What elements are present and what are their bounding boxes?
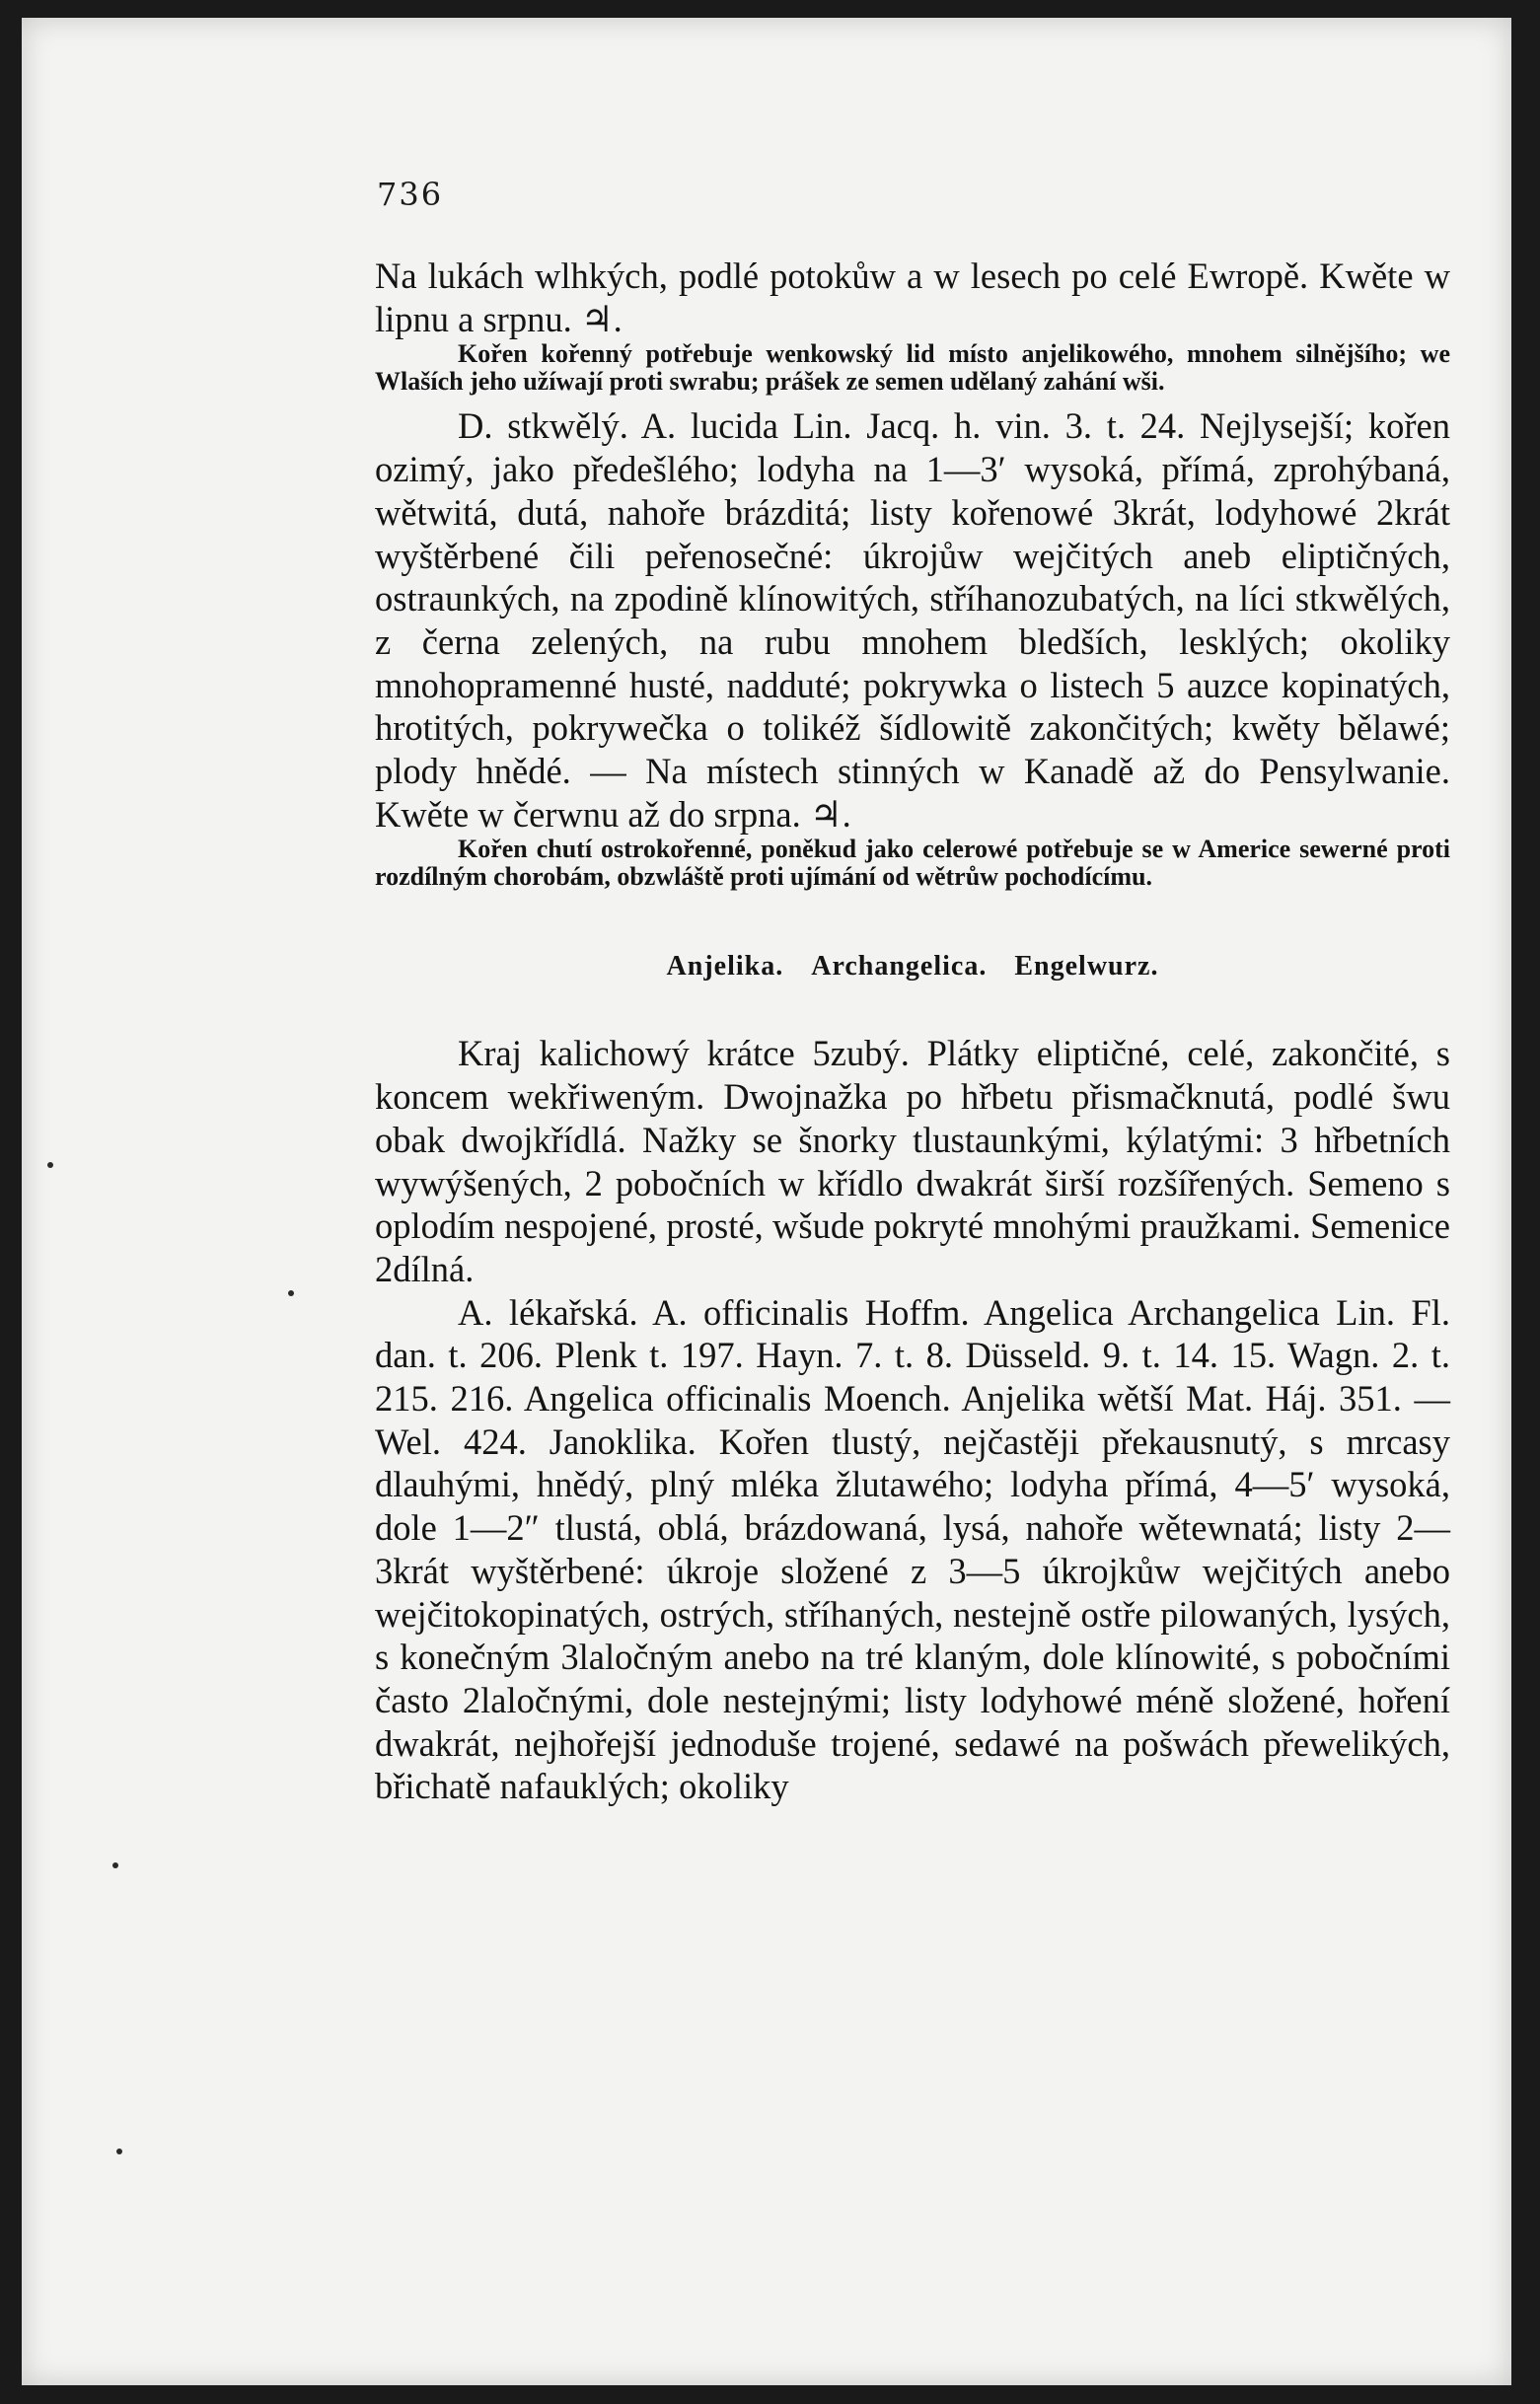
paragraph-note-america: Kořen chutí ostrokořenné, poněkud jako celerowé potřebuje se w Americe sewerné proti rozdílným chorobám, obzwláště proti ujímání od wětrůw pochodícímu. bbox=[375, 835, 1450, 891]
section-heading bbox=[375, 951, 1450, 983]
paragraph-species-lucida: D. stkwělý. A. lucida Lin. Jacq. h. vin. 3. t. 24. Nejlysejší; kořen ozimý, jako předešlého; lodyha na 1—3′ wysoká, přímá, zprohýbaná, wětwitá, dutá, nahoře brázditá; listy kořenowé 3krát, lodyhowé 2krát wyštěrbené čili peřenosečné: úkrojůw wejčitých aneb eliptičných, ostraunkých, na zpodině klínowitých, stříhanozubatých, na líci stkwělých, z černa zelených, na rubu mnohem bledších, lesklých; okoliky mnohopramenné husté, nadduté; pokrywka o listech 5 auzce kopinatých, hrotitých, pokrywečka o tolikéž šídlowitě zakončitých; kwěty bělawé; plody hnědé. — Na místech stinných w Kanadě až do Pensylwanie. Kwěte w čerwnu až do srpna. ♃. bbox=[375, 405, 1450, 835]
page-speck bbox=[47, 1162, 53, 1168]
heading-czech: Anjelika. bbox=[666, 951, 784, 983]
paragraph-species-officinalis: A. lékařská. A. officinalis Hoffm. Angelica Archangelica Lin. Fl. dan. t. 206. Plenk t. 197. Hayn. 7. t. 8. Düsseld. 9. t. 14. 15. Wagn. 2. t. 215. 216. Angelica officinalis Moench. Anjelika wětší Mat. Háj. 351. — Wel. 424. Janoklika. Kořen tlustý, nejčastěji překausnutý, s mrcasy dlauhými, hnědý, plný mléka žlutawého; lodyha přímá, 4—5′ wysoká, dole 1—2″ tlustá, oblá, brázdowaná, lysá, nahoře wětewnatá; listy 2—3krát wyštěrbené: úkroje složené z 3—5 úkrojkůw wejčitých anebo wejčitokopinatých, ostrých, stříhaných, nestejně ostře pilowaných, lysých, s konečným 3laločným anebo na tré klaným, dole klínowité, s pobočními často 2laločnými, dole nestejnými; listy lodyhowé méně složené, hoření dwakrát, nejhořejší jednoduše trojené, sedawé na pošwách přewelikých, břichatě nafauklých; okoliky bbox=[375, 1291, 1450, 1807]
heading-german: Engelwurz. bbox=[1014, 951, 1159, 983]
paragraph-note-usage: Kořen kořenný potřebuje wenkowský lid místo anjelikowého, mnohem silnějšího; we Wlaších jeho užíwají proti swrabu; prášek ze semen udělaný zahání wši. bbox=[375, 339, 1450, 396]
page-text bbox=[375, 255, 1450, 1808]
paragraph-genus-description: Kraj kalichowý krátce 5zubý. Plátky eliptičné, celé, zakončité, s koncem wekřiweným. Dwojnažka po hřbetu přismačknutá, podlé šwu obak dwojkřídlá. Nažky se šnorky tlustaunkými, kýlatými: 3 hřbetních wywýšených, 2 pobočních w křídlo dwakrát širší rozšířených. Semeno s oplodím nespojené, prosté, wšude pokryté mnohými praužkami. Semenice 2dílná. bbox=[375, 1033, 1450, 1289]
page-speck bbox=[116, 2149, 122, 2154]
page-speck bbox=[112, 1862, 118, 1868]
paragraph-habitat: Na lukách wlhkých, podlé potokůw a w lesech po celé Ewropě. Kwěte w lipnu a srpnu. ♃. bbox=[375, 255, 1450, 339]
page-speck bbox=[288, 1290, 294, 1296]
heading-latin: Archangelica. bbox=[811, 951, 988, 983]
page-number: 736 bbox=[377, 176, 444, 213]
book-page bbox=[22, 18, 1511, 2385]
